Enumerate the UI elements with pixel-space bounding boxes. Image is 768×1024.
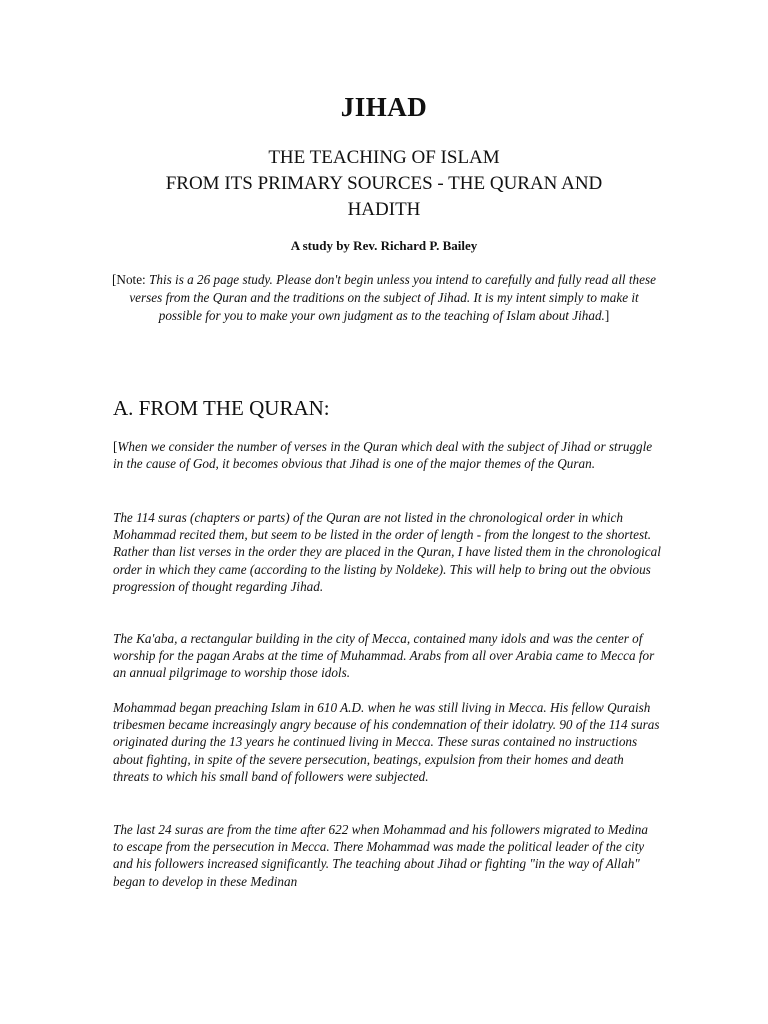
document-title: JIHAD	[340, 92, 428, 122]
paragraph-text: The 114 suras (chapters or parts) of the Quran are not listed in the chronological order in which Mohammad recited them, but seem to be listed in the order of length - from the longest to the shortest. Rather than list verses in the order they are placed in the Quran, I have listed them in the chronological order in which they came (according to the listing by Noldeke). This will help to bring out the obvious progression of thought regarding Jihad.	[113, 510, 661, 594]
subtitle-line: THE TEACHING OF ISLAM	[268, 147, 500, 168]
note-open: [Note:	[112, 272, 150, 287]
paragraph-text: Mohammad began preaching Islam in 610 A.D. when he was still living in Mecca. His fellow Quraish tribesmen became increasingly angry because of his condemnation of their idolatry. 90 of the 114 suras originated during the 13 years he continued living in Mecca. These suras contained no instructions about fighting, in spite of the severe persecution, beatings, expulsion from their homes and death threats to which his small band of followers were subjected.	[113, 700, 660, 784]
subtitle-line: FROM ITS PRIMARY SOURCES - THE QURAN AND	[165, 173, 603, 194]
section-heading: A. FROM THE QURAN:	[113, 396, 330, 420]
paragraph-text: The last 24 suras are from the time after 622 when Mohammad and his followers migrated to Medina to escape from the persecution in Mecca. There Mohammad was made the political leader of the city and his followers increased significantly. The teaching about Jihad or fighting "in the way of Allah" began to develop in these Medinan	[113, 822, 648, 889]
paragraph-text: When we consider the number of verses in the Quran which deal with the subject of Jihad or struggle in the cause of God, it becomes obvious that Jihad is one of the major themes of the Quran.	[113, 439, 653, 472]
paragraph-text: The Ka'aba, a rectangular building in the city of Mecca, contained many idols and was the center of worship for the pagan Arabs at the time of Muhammad. Arabs from all over Arabia came to Mecca for an annual pilgrimage to worship those idols.	[113, 631, 655, 681]
paragraph	[113, 699, 661, 785]
note-text: This is a 26 page study. Please don't begin unless you intend to carefully and fully read all these verses from the Quran and the traditions on the subject of Jihad. It is my intent simply to make it possible for you to make your own judgment as to the teaching of Islam about Jihad.	[129, 272, 656, 323]
paragraph	[113, 509, 661, 595]
document-subtitle	[100, 145, 668, 223]
study-note	[108, 271, 660, 325]
note-close: ]	[604, 308, 610, 323]
paragraph	[113, 630, 661, 682]
paragraph	[113, 438, 661, 472]
paragraph	[113, 821, 661, 890]
author-line: A study by Rev. Richard P. Bailey	[290, 238, 478, 253]
paragraph-lead: [	[113, 439, 118, 454]
subtitle-line: HADITH	[347, 199, 421, 220]
